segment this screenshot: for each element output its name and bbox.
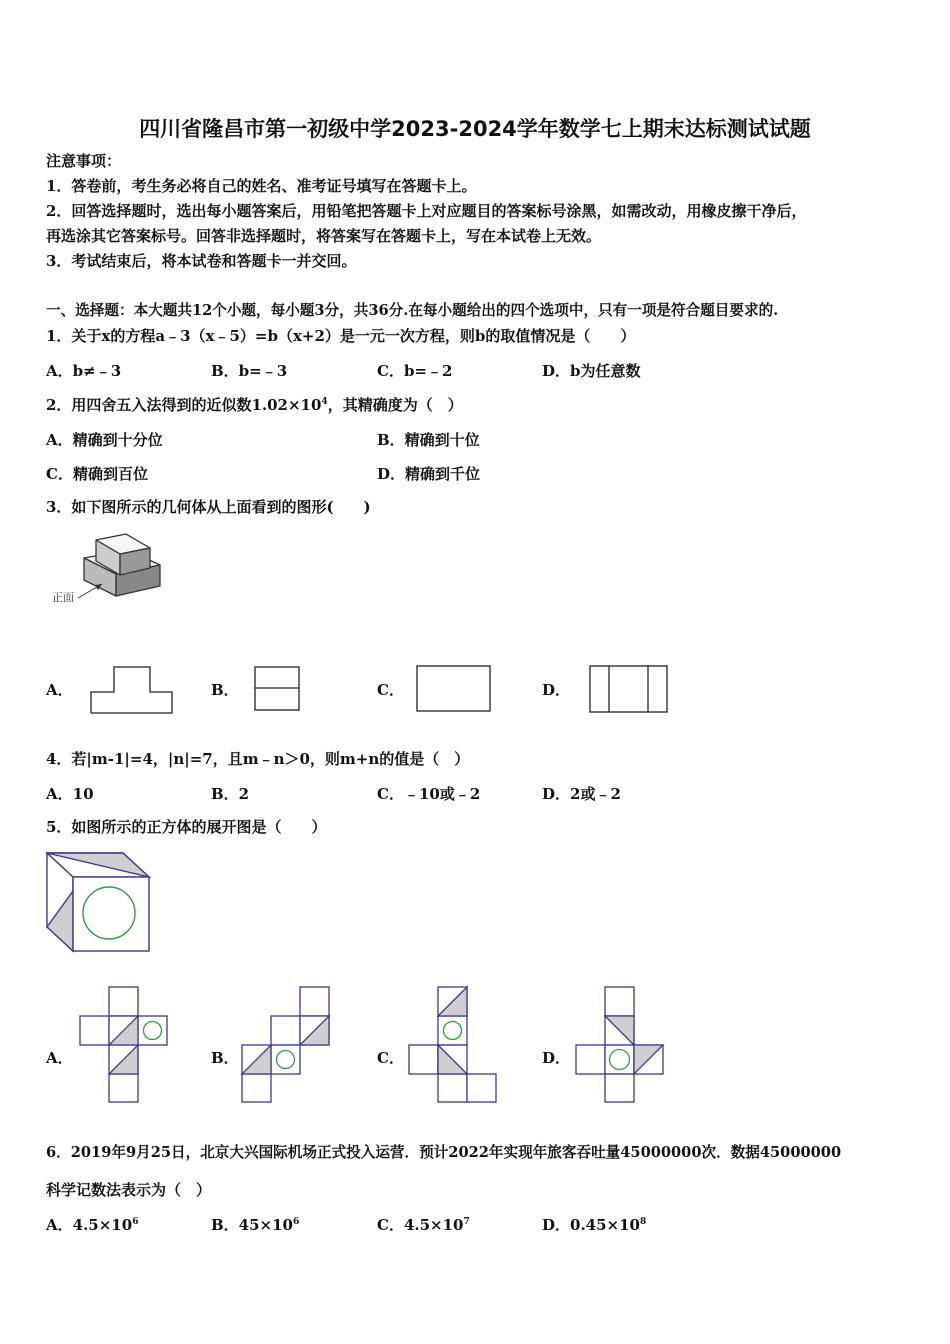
- q1-stem: 1．关于x的方程a﹣3（x﹣5）=b（x+2）是一元一次方程，则b的取值情况是（ ）: [46, 327, 636, 345]
- q5-cube-figure: [45, 851, 153, 955]
- q5-stem: 5．如图所示的正方体的展开图是（ ）: [46, 818, 327, 836]
- q3-option-a-figure: [90, 666, 174, 714]
- q3-option-a: A．: [46, 681, 73, 699]
- q3-front-label: 正面: [52, 591, 74, 604]
- q2-option-b: B．精确到十位: [377, 431, 480, 449]
- q3-option-c: C．: [377, 681, 404, 699]
- q4-option-c: C．﹣10或﹣2: [377, 785, 481, 803]
- q6-stem-line2: 科学记数法表示为（ ）: [46, 1181, 212, 1199]
- q3-option-d-figure: [589, 665, 669, 713]
- q5-option-b-net: [240, 986, 332, 1104]
- q2-option-d: D．精确到千位: [377, 465, 481, 483]
- notice-item-2-cont: 再选涂其它答案标号。回答非选择题时，将答案写在答题卡上，写在本试卷上无效。: [46, 227, 602, 245]
- notice-heading: 注意事项：: [46, 152, 122, 170]
- q1-option-c: C．b=﹣2: [377, 362, 453, 380]
- q1-option-a: A．b≠﹣3: [46, 362, 122, 380]
- q4-option-a: A．10: [46, 785, 94, 803]
- q3-option-b-figure: [254, 666, 300, 712]
- page-title: 四川省隆昌市第一初级中学2023-2024学年数学七上期末达标测试试题: [139, 117, 811, 141]
- q5-option-c-net: [407, 986, 499, 1104]
- q5-option-a: A．: [46, 1049, 73, 1067]
- q2-option-a: A．精确到十分位: [46, 431, 163, 449]
- q5-option-a-net: [78, 986, 170, 1104]
- q3-stem: 3．如下图所示的几何体从上面看到的图形( ): [46, 498, 371, 516]
- q5-option-d: D．: [542, 1049, 571, 1067]
- q6-stem-line1: 6．2019年9月25日，北京大兴国际机场正式投入运营．预计2022年实现年旅客吞吐量45000000次．数据45000000: [46, 1144, 842, 1161]
- notice-item-1: 1．答卷前，考生务必将自己的姓名、准考证号填写在答题卡上。: [46, 177, 477, 195]
- q6-option-a: A．$4.5\times 10^6$: [46, 1216, 139, 1234]
- q2-stem: 2．用四舍五入法得到的近似数$1.02\times 10^4$，其精确度为（ ）: [46, 396, 463, 414]
- q6-option-b: B．$45\times 10^6$: [211, 1216, 300, 1234]
- q4-stem: 4．若|m-1|=4，|n|=7，且m﹣n＞0，则m+n的值是（ ）: [46, 750, 470, 768]
- q6-option-d: D．$0.45\times 10^8$: [542, 1216, 647, 1234]
- q1-option-d: D．b为任意数: [542, 362, 641, 380]
- notice-item-2: 2．回答选择题时，选出每小题答案后，用铅笔把答题卡上对应题目的答案标号涂黑，如需改动，用橡皮擦干净后，: [46, 202, 807, 220]
- q1-option-b: B．b=﹣3: [211, 362, 288, 380]
- q3-option-b: B．: [211, 681, 239, 699]
- q2-option-c: C．精确到百位: [46, 465, 148, 483]
- q4-option-b: B．2: [211, 785, 250, 803]
- q3-option-c-figure: [416, 665, 492, 713]
- q6-option-c: C．$4.5\times 10^7$: [377, 1216, 470, 1234]
- notice-item-3: 3．考试结束后，将本试卷和答题卡一并交回。: [46, 252, 357, 270]
- q5-option-c: C．: [377, 1049, 404, 1067]
- q5-option-b: B．: [211, 1049, 239, 1067]
- q5-option-d-net: [574, 986, 666, 1104]
- q3-option-d: D．: [542, 681, 571, 699]
- q4-option-d: D．2或﹣2: [542, 785, 621, 803]
- section-heading: 一、选择题：本大题共12个小题，每小题3分，共36分.在每小题给出的四个选项中，只有一项是符合题目要求的.: [46, 302, 779, 319]
